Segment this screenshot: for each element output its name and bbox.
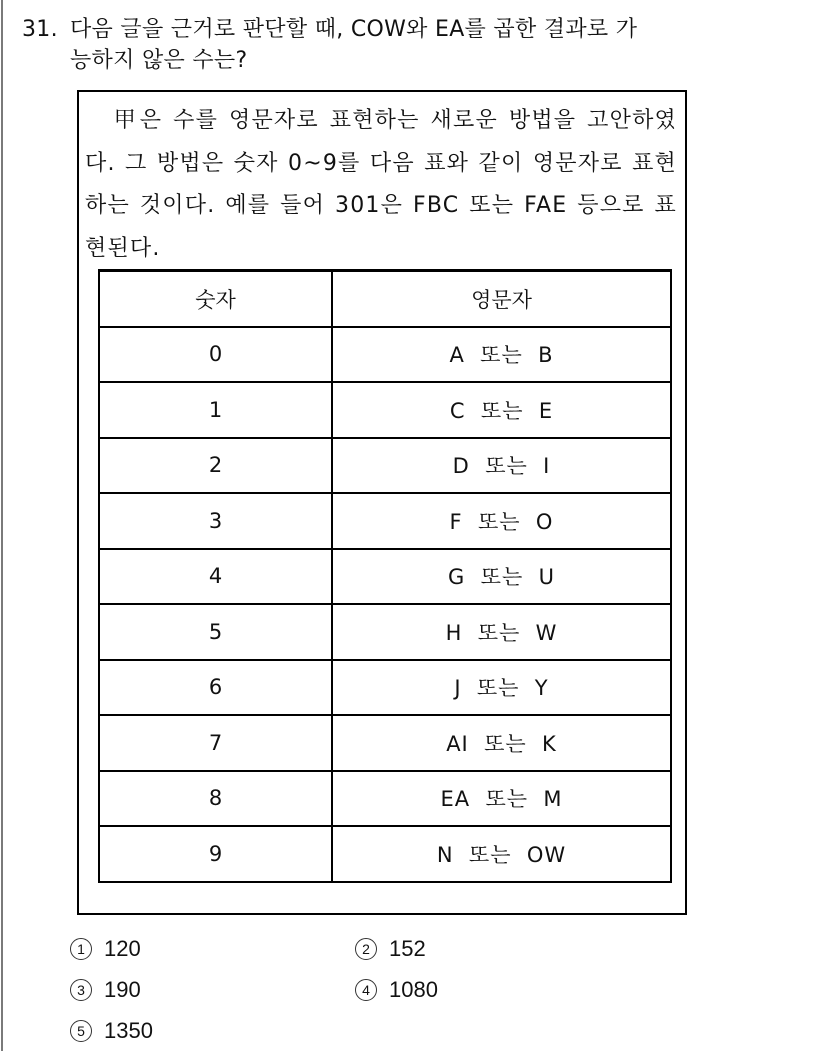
header-digit: 숫자 bbox=[99, 271, 332, 327]
letters-cell: EA 또는 M bbox=[332, 771, 671, 827]
digit-cell: 7 bbox=[99, 715, 332, 771]
page-margin-rule bbox=[1, 0, 3, 1051]
letters-cell: A 또는 B bbox=[332, 327, 671, 383]
header-letters: 영문자 bbox=[332, 271, 671, 327]
table-row bbox=[99, 660, 671, 716]
passage-box bbox=[77, 90, 687, 915]
letters-cell: H 또는 W bbox=[332, 604, 671, 660]
option-number-circle-icon: 2 bbox=[355, 938, 377, 960]
digit-cell: 1 bbox=[99, 382, 332, 438]
option-5[interactable] bbox=[70, 1018, 153, 1044]
letters-cell: D 또는 I bbox=[332, 438, 671, 494]
digit-cell: 0 bbox=[99, 327, 332, 383]
option-4[interactable] bbox=[355, 977, 438, 1003]
table-row bbox=[99, 604, 671, 660]
digit-cell: 4 bbox=[99, 549, 332, 605]
digit-cell: 3 bbox=[99, 493, 332, 549]
table-row bbox=[99, 382, 671, 438]
digit-cell: 6 bbox=[99, 660, 332, 716]
option-value: 190 bbox=[104, 977, 141, 1002]
digit-cell: 9 bbox=[99, 826, 332, 882]
letters-cell: N 또는 OW bbox=[332, 826, 671, 882]
table-row bbox=[99, 438, 671, 494]
option-value: 152 bbox=[389, 936, 426, 961]
option-3[interactable] bbox=[70, 977, 141, 1003]
table-row bbox=[99, 771, 671, 827]
passage-text bbox=[85, 100, 677, 270]
letters-cell: AI 또는 K bbox=[332, 715, 671, 771]
digit-cell: 8 bbox=[99, 771, 332, 827]
option-number-circle-icon: 3 bbox=[70, 979, 92, 1001]
letters-cell: J 또는 Y bbox=[332, 660, 671, 716]
option-value: 120 bbox=[104, 936, 141, 961]
digit-cell: 5 bbox=[99, 604, 332, 660]
letters-cell: G 또는 U bbox=[332, 549, 671, 605]
question-number: 31. bbox=[22, 17, 58, 42]
option-value: 1080 bbox=[389, 977, 438, 1002]
question-text-line-1: 다음 글을 근거로 판단할 때, COW와 EA를 곱한 결과로 가 bbox=[70, 17, 638, 42]
option-value: 1350 bbox=[104, 1018, 153, 1043]
table-row bbox=[99, 826, 671, 882]
option-number-circle-icon: 1 bbox=[70, 938, 92, 960]
option-2[interactable] bbox=[355, 936, 426, 962]
question-prompt bbox=[22, 14, 802, 76]
digit-letter-table bbox=[98, 269, 672, 883]
letters-cell: F 또는 O bbox=[332, 493, 671, 549]
question-text-line-2: 능하지 않은 수는? bbox=[70, 48, 248, 73]
option-number-circle-icon: 5 bbox=[70, 1020, 92, 1042]
option-number-circle-icon: 4 bbox=[355, 979, 377, 1001]
table-row bbox=[99, 327, 671, 383]
option-1[interactable] bbox=[70, 936, 141, 962]
passage-body: 甲은 수를 영문자로 표현하는 새로운 방법을 고안하였다. 그 방법은 숫자 0~9를 다음 표와 같이 영문자로 표현하는 것이다. 예를 들어 301은 FBC 또는 FAE 등으로 표현된다. bbox=[85, 108, 677, 261]
letters-cell: C 또는 E bbox=[332, 382, 671, 438]
table-row bbox=[99, 493, 671, 549]
table-header-row bbox=[99, 271, 671, 327]
digit-cell: 2 bbox=[99, 438, 332, 494]
table-row bbox=[99, 549, 671, 605]
table-row bbox=[99, 715, 671, 771]
